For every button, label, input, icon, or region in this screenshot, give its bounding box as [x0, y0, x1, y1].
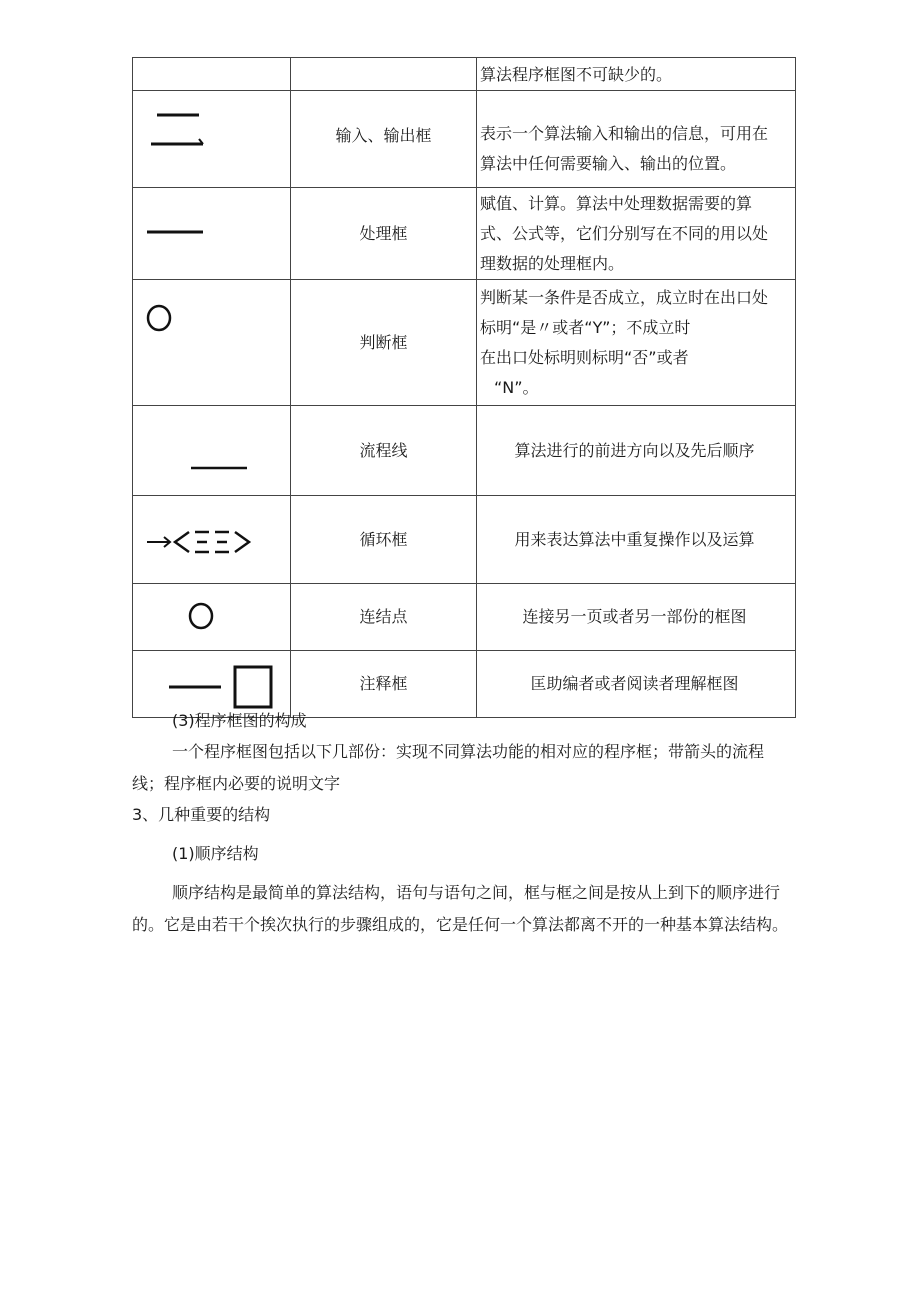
flow-line-icon [189, 460, 259, 480]
desc-cell [477, 280, 796, 406]
flowchart-symbol-table [132, 57, 796, 718]
connector-point-icon [187, 600, 227, 640]
symbol-name: 处理框 [359, 223, 408, 243]
desc-cell [477, 406, 796, 496]
desc-cell [477, 496, 796, 584]
desc-line: 判断某一条件是否成立，成立时在出口处 [480, 287, 769, 307]
name-cell [291, 406, 477, 496]
symbol-cell [133, 280, 291, 406]
symbol-cell [133, 584, 291, 651]
name-cell [291, 651, 477, 718]
desc-cell [477, 91, 796, 188]
table-row [133, 280, 796, 406]
symbol-cell [133, 188, 291, 280]
name-cell [291, 496, 477, 584]
desc-line: 连接另一页或者另一部份的框图 [522, 607, 747, 626]
table-row [133, 496, 796, 584]
input-output-box-icon [149, 109, 209, 159]
name-cell [291, 584, 477, 651]
table-row [133, 58, 796, 91]
desc-line: 算法进行的前进方向以及先后顺序 [514, 440, 755, 460]
symbol-name: 连结点 [359, 607, 408, 626]
sub1-title: (1)顺序结构 [172, 844, 259, 863]
desc-cell [477, 188, 796, 280]
name-cell [291, 280, 477, 406]
desc-cell [477, 651, 796, 718]
desc-line: 赋值、计算。算法中处理数据需要的算 [480, 193, 753, 213]
comment-box-icon [167, 661, 287, 711]
desc-line: 匡助编者或者阅读者理解框图 [530, 674, 739, 693]
symbol-name: 注释框 [359, 674, 408, 693]
name-cell [291, 91, 477, 188]
table-row [133, 406, 796, 496]
name-cell [291, 188, 477, 280]
table-row [133, 188, 796, 280]
symbol-cell [133, 91, 291, 188]
decision-box-icon [145, 302, 185, 342]
sub1-paragraph: 顺序结构是最简单的算法结构，语句与语句之间，框与框之间是按从上到下的顺序进行的。它是由若干个挨次执行的步骤组成的，它是任何一个算法都离不开的一种基本算法结构。 [132, 883, 789, 934]
desc-cell [477, 58, 796, 91]
symbol-cell [133, 496, 291, 584]
desc-line: 式、公式等，它们分别写在不同的用以处 [480, 223, 769, 243]
desc-line: 算法中任何需要输入、输出的位置。 [480, 154, 737, 173]
desc-cell [477, 584, 796, 651]
symbol-name: 流程线 [359, 440, 408, 460]
name-cell [291, 58, 477, 91]
process-box-icon [145, 224, 215, 244]
symbol-name: 输入、输出框 [335, 126, 432, 145]
sub3-paragraph: 一个程序框图包括以下几部份：实现不同算法功能的相对应的程序框；带箭头的流程线；程序框内必要的说明文字 [132, 742, 765, 793]
desc-line: “N”。 [494, 377, 539, 397]
desc-line: 用来表达算法中重复操作以及运算 [514, 529, 755, 549]
section3-heading: 3、几种重要的结构 [132, 805, 271, 824]
desc-line: 标明“是〃或者“Y”；不成立时 [480, 317, 691, 337]
desc-line: 在出口处标明则标明“否”或者 [480, 347, 689, 367]
desc-line: 理数据的处理框内。 [480, 253, 625, 273]
sub3-title: (3)程序框图的构成 [172, 711, 307, 730]
symbol-name: 判断框 [359, 332, 408, 352]
table-row [133, 584, 796, 651]
desc-line: 算法程序框图不可缺少的。 [480, 65, 673, 84]
symbol-name: 循环框 [359, 529, 408, 549]
symbol-cell [133, 406, 291, 496]
symbol-cell [133, 58, 291, 91]
desc-line: 表示一个算法输入和输出的信息，可用在 [480, 124, 769, 143]
table-row [133, 91, 796, 188]
loop-box-icon [145, 522, 265, 562]
